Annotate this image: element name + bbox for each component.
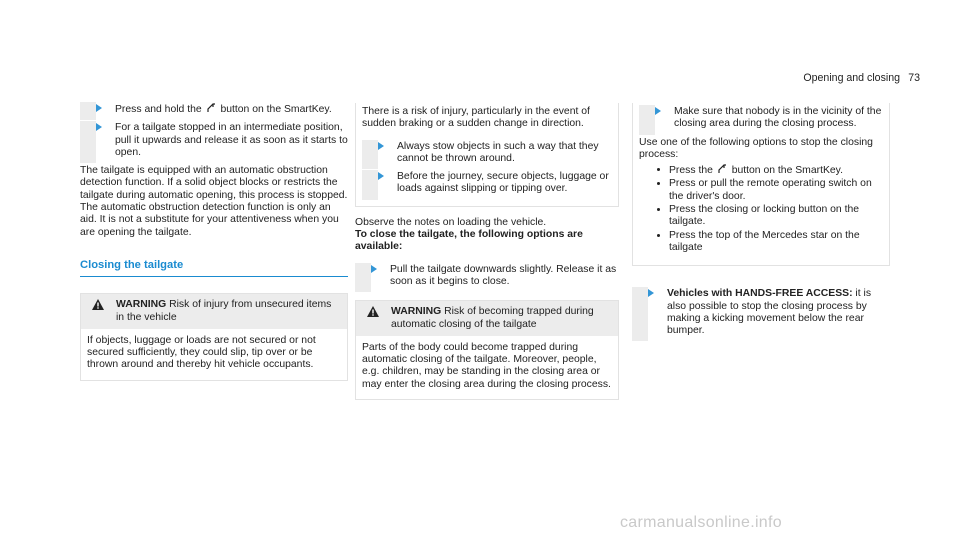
step-arrow-icon	[648, 289, 654, 297]
list-item: Press the button on the SmartKey.	[657, 164, 883, 177]
warning-continuation: There is a risk of injury, particularly in the event of sudden braking or a sudden change in direction. Always stow objects in such a way that they cannot be thrown around. Before the journey, secure objects, luggage or loads against slipping or tipping over.	[355, 103, 619, 207]
warning-triangle-icon	[92, 299, 104, 310]
watermark: carmanualsonline.info	[620, 513, 782, 531]
warning-triangle-icon	[367, 306, 379, 317]
loading-note: Observe the notes on loading the vehicle.	[355, 216, 547, 228]
warning-continuation	[632, 103, 890, 266]
section-title: Opening and closing	[803, 72, 900, 84]
warning-box	[355, 300, 619, 400]
page-number: 73	[908, 72, 920, 84]
warning-title: Risk of becoming trapped during automatic closing of the tailgate	[391, 306, 594, 330]
warning-body: Parts of the body could become trapped during automatic closing of the tailgate. Moreover, people, e.g. children, may be standing in the closing area or may enter the closing area during the closing process.	[362, 341, 611, 390]
instruction-step: Press and hold the button on the SmartKey.	[80, 103, 348, 116]
list-item: Press the top of the Mercedes star on the tailgate	[657, 230, 883, 255]
warning-body: If objects, luggage or loads are not secured or not secured sufficiently, they could slip, tip over or be thrown around and thereby hit vehicle occupants.	[87, 334, 316, 371]
step-arrow-icon	[371, 265, 377, 273]
warning-header	[356, 301, 618, 336]
obstruction-paragraph: The tailgate is equipped with an automatic obstruction detection function. If a solid object blocks or restricts the tailgate during automatic opening, this process is stopped. The automatic obstruction detection function is only an aid. It is not a substitute for your attentiveness when you are opening the tailgate.	[80, 165, 348, 238]
instruction-step: Before the journey, secure objects, luggage or loads against slipping or tipping over.	[362, 171, 612, 196]
stop-options-list	[639, 164, 883, 254]
instruction-step: For a tailgate stopped in an intermediate position, pull it upwards and release it as soon as it starts to open.	[80, 122, 348, 159]
list-item: Press the closing or locking button on the tailgate.	[657, 204, 883, 229]
step-arrow-icon	[655, 107, 661, 115]
instruction-step: Make sure that nobody is in the vicinity of the closing area during the closing process.	[639, 106, 883, 131]
instruction-step: Always stow objects in such a way that they cannot be thrown around.	[362, 141, 612, 166]
warning-box	[80, 293, 348, 380]
column-3	[632, 103, 890, 343]
step-arrow-icon	[96, 104, 102, 112]
tailgate-key-icon	[718, 164, 727, 174]
stop-options-paragraph: Use one of the following options to stop the closing process:	[639, 136, 873, 160]
step-arrow-icon	[96, 123, 102, 131]
options-heading: To close the tailgate, the following options are available:	[355, 229, 583, 253]
step-arrow-icon	[378, 142, 384, 150]
column-1	[80, 103, 348, 381]
list-item: Press or pull the remote operating switch on the driver's door.	[657, 178, 883, 203]
warning-title: Risk of injury from unsecured items in the vehicle	[116, 299, 332, 323]
step-arrow-icon	[378, 172, 384, 180]
instruction-step: Pull the tailgate downwards slightly. Release it as soon as it begins to close.	[355, 264, 619, 289]
instruction-step: Vehicles with HANDS-FREE ACCESS: it is also possible to stop the closing process by making a kicking movement below the rear bumper.	[632, 288, 890, 337]
warning-label: WARNING	[116, 299, 167, 311]
column-2	[355, 103, 619, 400]
warning-header	[81, 294, 347, 329]
section-heading: Closing the tailgate	[80, 259, 348, 277]
warning-label: WARNING	[391, 306, 442, 318]
tailgate-key-icon	[207, 103, 216, 113]
